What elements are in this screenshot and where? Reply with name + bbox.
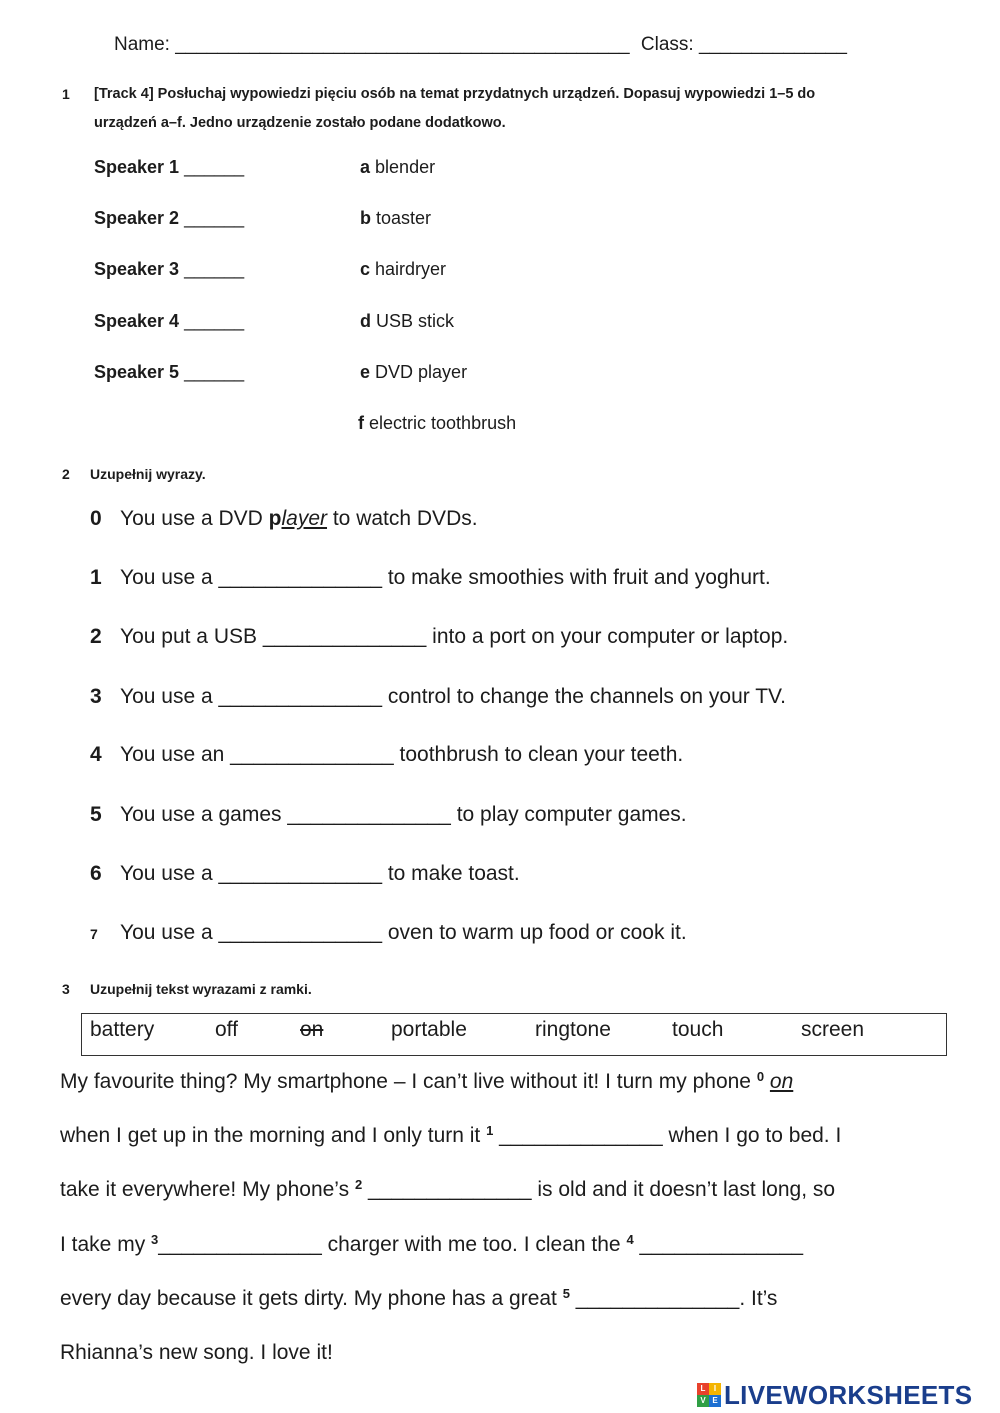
class-field-label: Class: ______________ bbox=[640, 34, 847, 55]
speaker-label: Speaker 1 bbox=[94, 157, 180, 177]
word-box bbox=[81, 1013, 947, 1056]
device-letter: c bbox=[360, 259, 371, 279]
section2-instruction: Uzupełnij wyrazy. bbox=[90, 466, 206, 482]
sentence-text: You use a bbox=[120, 862, 219, 885]
sentence-text: into a port on your computer or laptop. bbox=[426, 625, 789, 648]
speaker-row bbox=[94, 362, 244, 383]
answer-blank[interactable]: ______ bbox=[184, 208, 245, 228]
paragraph-text: when I go to bed. I bbox=[662, 1124, 842, 1147]
sentence-text: toothbrush to clean your teeth. bbox=[393, 743, 684, 766]
device-option bbox=[360, 362, 467, 383]
device-text: USB stick bbox=[376, 311, 455, 331]
item-number: 1 bbox=[90, 566, 102, 589]
sentence-text: You use a bbox=[120, 685, 219, 708]
sentence-text: oven to warm up food or cook it. bbox=[382, 921, 687, 944]
example-answer: layer bbox=[281, 507, 328, 530]
logo-icon-letter: V bbox=[697, 1395, 709, 1407]
device-option bbox=[360, 157, 435, 178]
device-letter: f bbox=[358, 413, 364, 433]
word-option: off bbox=[215, 1018, 238, 1041]
speaker-label: Speaker 3 bbox=[94, 259, 180, 279]
item-number: 4 bbox=[90, 743, 102, 766]
device-letter: e bbox=[360, 362, 371, 382]
gap-number: 3 bbox=[151, 1232, 159, 1247]
sentence-text: to play computer games. bbox=[450, 803, 687, 826]
answer-blank[interactable]: ______ bbox=[184, 311, 245, 331]
answer-blank[interactable]: ______________ bbox=[158, 1233, 322, 1256]
gap-number: 0 bbox=[756, 1069, 765, 1084]
logo-icon bbox=[697, 1383, 721, 1407]
header bbox=[114, 34, 847, 56]
item-number: 3 bbox=[90, 685, 102, 708]
sentence-text: to watch DVDs. bbox=[327, 507, 478, 530]
word-option: portable bbox=[391, 1018, 467, 1041]
item-number: 7 bbox=[90, 926, 98, 942]
answer-blank[interactable]: ______________ bbox=[218, 921, 382, 944]
word-option: touch bbox=[672, 1018, 724, 1041]
sentence-text: You use a games bbox=[120, 803, 288, 826]
sentence-text: You put a USB bbox=[120, 625, 263, 648]
answer-blank[interactable]: ______________ bbox=[499, 1124, 663, 1147]
answer-blank[interactable]: ______ bbox=[184, 362, 245, 382]
paragraph-text: take it everywhere! My phone’s bbox=[60, 1178, 355, 1201]
answer-blank[interactable]: ______________ bbox=[218, 862, 382, 885]
item-number: 6 bbox=[90, 862, 102, 885]
section3-instruction: Uzupełnij tekst wyrazami z ramki. bbox=[90, 981, 312, 997]
word-option-used: on bbox=[300, 1018, 324, 1041]
device-letter: a bbox=[360, 157, 371, 177]
gap-number: 1 bbox=[486, 1123, 494, 1138]
section3-number: 3 bbox=[62, 981, 70, 997]
paragraph-text: is old and it doesn’t last long, so bbox=[531, 1178, 836, 1201]
word-option: battery bbox=[90, 1018, 155, 1041]
device-option bbox=[360, 311, 454, 332]
section1-instruction-line2: urządzeń a–f. Jedno urządzenie zostało podane dodatkowo. bbox=[94, 115, 506, 131]
sentence-item bbox=[90, 803, 687, 827]
answer-blank[interactable]: ______________ bbox=[218, 566, 382, 589]
answer-blank[interactable]: ______ bbox=[184, 259, 245, 279]
gap-number: 5 bbox=[562, 1286, 570, 1301]
speaker-label: Speaker 5 bbox=[94, 362, 180, 382]
paragraph-line bbox=[60, 1178, 835, 1202]
device-text: blender bbox=[375, 157, 436, 177]
answer-blank[interactable]: ______ bbox=[184, 157, 245, 177]
answer-blank[interactable]: ______________ bbox=[639, 1233, 804, 1256]
speaker-row bbox=[94, 259, 244, 280]
device-text: electric toothbrush bbox=[369, 413, 517, 433]
sentence-text: You use a bbox=[120, 566, 219, 589]
sentence-text: You use an bbox=[120, 743, 231, 766]
paragraph-text: Rhianna’s new song. I love it! bbox=[60, 1341, 333, 1364]
name-field-label: Name: ___________________________________________ bbox=[114, 34, 630, 55]
word-option: screen bbox=[801, 1018, 865, 1041]
answer-blank[interactable]: ______________ bbox=[262, 625, 427, 648]
paragraph-text: when I get up in the morning and I only turn it bbox=[60, 1124, 487, 1147]
device-text: hairdryer bbox=[375, 259, 447, 279]
device-option bbox=[360, 259, 446, 280]
item-number: 0 bbox=[90, 507, 102, 530]
answer-blank[interactable]: ______________ bbox=[287, 803, 451, 826]
gap-number: 2 bbox=[354, 1177, 363, 1192]
device-letter: b bbox=[360, 208, 371, 228]
sentence-text: You use a DVD bbox=[120, 507, 269, 530]
answer-blank[interactable]: ______________ bbox=[230, 743, 394, 766]
device-option bbox=[358, 413, 516, 434]
device-text: toaster bbox=[376, 208, 432, 228]
logo-icon-letter: I bbox=[709, 1383, 721, 1395]
sentence-text: to make toast. bbox=[382, 862, 520, 885]
gap-number: 4 bbox=[626, 1232, 634, 1247]
sentence-text: control to change the channels on your TV. bbox=[382, 685, 786, 708]
paragraph-text: . It’s bbox=[739, 1287, 778, 1310]
device-letter: d bbox=[360, 311, 371, 331]
word-option: ringtone bbox=[535, 1018, 611, 1041]
example-sentence bbox=[90, 507, 478, 531]
paragraph-line bbox=[60, 1341, 333, 1365]
logo-text: LIVEWORKSHEETS bbox=[724, 1379, 973, 1410]
speaker-row bbox=[94, 208, 244, 229]
paragraph-line bbox=[60, 1070, 793, 1094]
sentence-text: to make smoothies with fruit and yoghurt. bbox=[382, 566, 771, 589]
logo-icon-letter: L bbox=[697, 1383, 709, 1395]
speaker-label: Speaker 4 bbox=[94, 311, 180, 331]
section2-number: 2 bbox=[62, 466, 70, 482]
item-number: 2 bbox=[90, 625, 102, 648]
answer-blank[interactable]: ______________ bbox=[575, 1287, 740, 1310]
sentence-text: You use a bbox=[120, 921, 219, 944]
section1-number: 1 bbox=[62, 86, 70, 102]
speaker-label: Speaker 2 bbox=[94, 208, 180, 228]
speaker-row bbox=[94, 311, 244, 332]
logo-icon-letter: E bbox=[709, 1395, 721, 1407]
device-text: DVD player bbox=[375, 362, 468, 382]
device-option bbox=[360, 208, 431, 229]
paragraph-line bbox=[60, 1124, 841, 1148]
paragraph-text: I take my bbox=[60, 1233, 152, 1256]
liveworksheets-logo[interactable] bbox=[697, 1378, 972, 1412]
sentence-item bbox=[90, 685, 786, 709]
speaker-row bbox=[94, 157, 244, 178]
paragraph-text: charger with me too. I clean the bbox=[321, 1233, 627, 1256]
paragraph-line bbox=[60, 1233, 803, 1257]
sentence-item bbox=[90, 862, 520, 886]
sentence-item bbox=[90, 566, 771, 590]
answer-blank[interactable]: ______________ bbox=[218, 685, 382, 708]
paragraph-text: My favourite thing? My smartphone – I can’t live without it! I turn my phone bbox=[60, 1070, 757, 1093]
sentence-item bbox=[90, 625, 788, 649]
hint-letter: p bbox=[268, 507, 282, 530]
paragraph-text: every day because it gets dirty. My phone has a great bbox=[60, 1287, 563, 1310]
sentence-item bbox=[90, 921, 687, 945]
sentence-item bbox=[90, 743, 683, 767]
answer-blank[interactable]: ______________ bbox=[368, 1178, 532, 1201]
section1-instruction-line1: [Track 4] Posłuchaj wypowiedzi pięciu osób na temat przydatnych urządzeń. Dopasuj wypowiedzi 1–5 do bbox=[94, 86, 816, 102]
item-number: 5 bbox=[90, 803, 102, 826]
paragraph-line bbox=[60, 1287, 777, 1311]
example-answer: on bbox=[769, 1070, 794, 1093]
